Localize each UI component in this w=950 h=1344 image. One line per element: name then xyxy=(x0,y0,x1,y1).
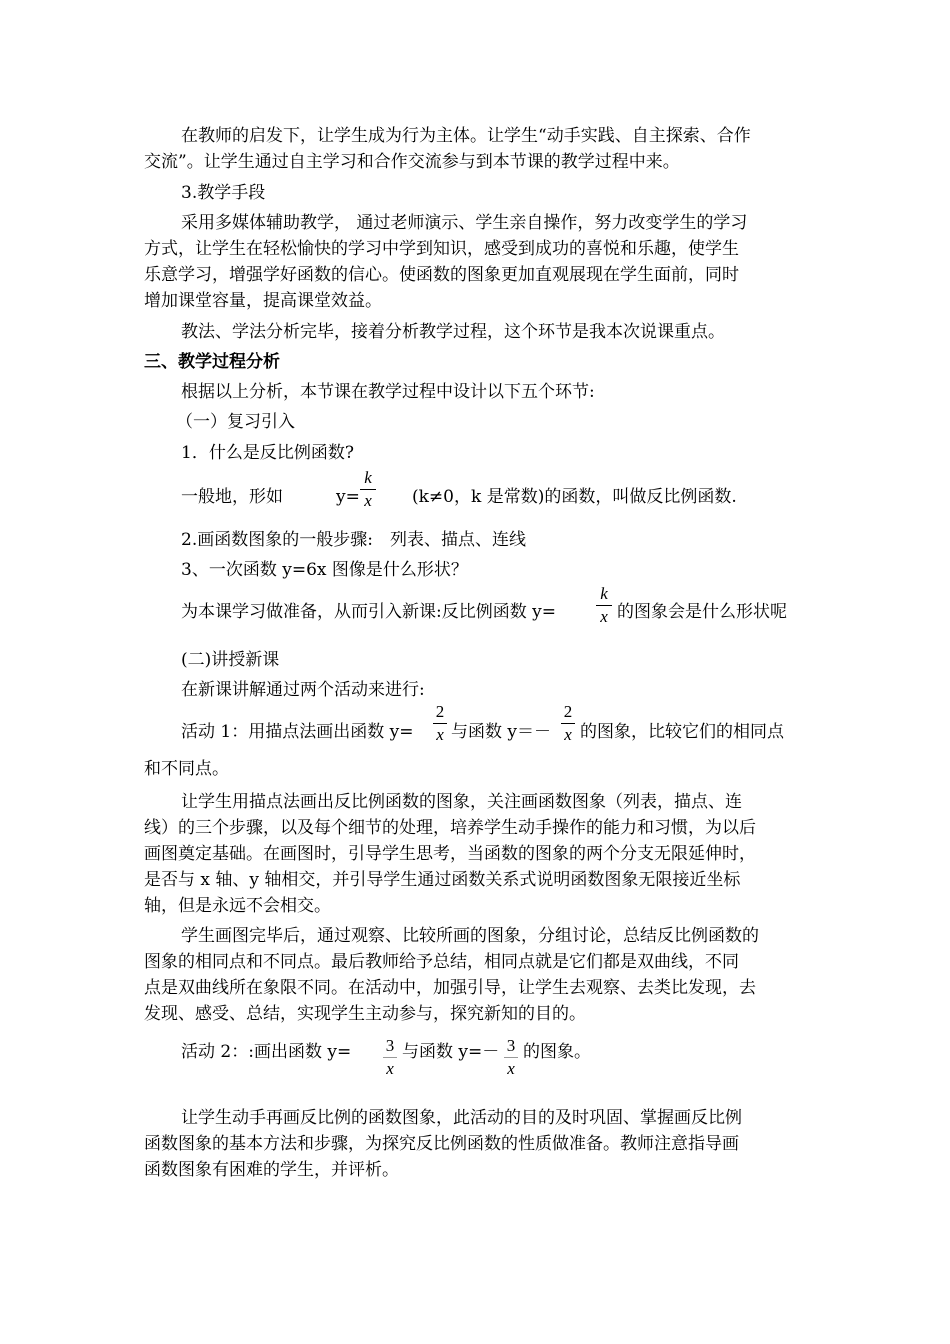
fraction-bar xyxy=(596,605,612,606)
activity-1-text: 活动 1：用描点法画出函数 y= xyxy=(181,722,414,742)
paragraph-line: 在新课讲解通过两个活动来进行: xyxy=(181,680,425,700)
fraction-bar xyxy=(433,723,447,724)
numerator: 3 xyxy=(385,1036,395,1055)
fraction-bar xyxy=(383,1057,397,1058)
paragraph-text: 的图象会是什么形状呢 xyxy=(617,602,787,622)
subsection-title: (二)讲授新课 xyxy=(181,650,280,670)
definition-text: (k≠0，k 是常数)的函数，叫做反比例函数. xyxy=(412,487,737,507)
numerator: 2 xyxy=(563,702,573,721)
formula-y: y= xyxy=(336,487,360,507)
paragraph-line: 增加课堂容量，提高课堂效益。 xyxy=(144,291,382,311)
paragraph-line: 图象的相同点和不同点。最后教师给予总结，相同点就是它们都是双曲线，不同 xyxy=(144,952,739,972)
numerator: 2 xyxy=(435,702,445,721)
question-line: 3、一次函数 y=6x 图像是什么形状？ xyxy=(181,560,468,580)
section-subtitle: 3.教学手段 xyxy=(181,183,266,203)
paragraph-line: 根据以上分析，本节课在教学过程中设计以下五个环节: xyxy=(181,382,595,402)
paragraph-line: 采用多媒体辅助教学， 通过老师演示、学生亲自操作，努力改变学生的学习 xyxy=(181,213,748,233)
paragraph-line: 乐意学习，增强学好函数的信心。使函数的图象更加直观展现在学生面前，同时 xyxy=(144,265,739,285)
fraction-3-over-x xyxy=(504,1036,518,1079)
activity-2-text: 与函数 y=－ xyxy=(402,1042,500,1062)
numerator: k xyxy=(364,468,372,487)
paragraph-line: 教法、学法分析完毕，接着分析教学过程，这个环节是我本次说课重点。 xyxy=(181,322,725,342)
activity-2-text: 的图象。 xyxy=(523,1042,591,1062)
denominator: x xyxy=(436,725,444,744)
paragraph-line: 让学生用描点法画出反比例函数的图象，关注画函数图象（列表，描点、连 xyxy=(181,792,742,812)
denominator: x xyxy=(600,607,608,626)
paragraph-line: 画图奠定基础。在画图时，引导学生思考，当函数的图象的两个分支无限延伸时， xyxy=(144,844,756,864)
question-line: 1．什么是反比例函数? xyxy=(181,443,354,463)
fraction-k-over-x xyxy=(596,584,612,627)
denominator: x xyxy=(564,725,572,744)
activity-1-text: 和不同点。 xyxy=(144,759,229,779)
paragraph-line: 线）的三个步骤，以及每个细节的处理，培养学生动手操作的能力和习惯，为以后 xyxy=(144,818,756,838)
fraction-bar xyxy=(360,489,376,490)
activity-1-text: 的图象，比较它们的相同点 xyxy=(580,722,784,742)
paragraph-line: 2.画函数图象的一般步骤: 列表、描点、连线 xyxy=(181,530,526,550)
numerator: k xyxy=(600,584,608,603)
definition-text: 一般地，形如 xyxy=(181,487,283,507)
paragraph-line: 让学生动手再画反比例的函数图象，此活动的目的及时巩固、掌握画反比例 xyxy=(181,1108,742,1128)
subsection-title: （一）复习引入 xyxy=(176,412,295,432)
paragraph-line: 点是双曲线所在象限不同。在活动中，加强引导，让学生去观察、去类比发现，去 xyxy=(144,978,756,998)
paragraph-line: 函数图象的基本方法和步骤，为探究反比例函数的性质做准备。教师注意指导画 xyxy=(144,1134,739,1154)
paragraph-line: 函数图象有困难的学生，并评析。 xyxy=(144,1160,399,1180)
fraction-bar xyxy=(504,1057,518,1058)
activity-2-text: 活动 2：:画出函数 y= xyxy=(181,1042,352,1062)
fraction-3-over-x xyxy=(383,1036,397,1079)
section-heading: 三、教学过程分析 xyxy=(144,352,280,372)
fraction-2-over-x xyxy=(561,702,575,745)
activity-1-text: 与函数 y＝－ xyxy=(451,722,552,742)
numerator: 3 xyxy=(506,1036,516,1055)
denominator: x xyxy=(364,491,372,510)
paragraph-line: 发现、感受、总结，实现学生主动参与，探究新知的目的。 xyxy=(144,1004,586,1024)
paragraph-line: 方式，让学生在轻松愉快的学习中学到知识，感受到成功的喜悦和乐趣，使学生 xyxy=(144,239,739,259)
paragraph-line: 学生画图完毕后，通过观察、比较所画的图象，分组讨论，总结反比例函数的 xyxy=(181,926,759,946)
fraction-2-over-x xyxy=(433,702,447,745)
paragraph-line: 交流”。让学生通过自主学习和合作交流参与到本节课的教学过程中来。 xyxy=(144,152,680,172)
denominator: x xyxy=(507,1059,515,1078)
denominator: x xyxy=(386,1059,394,1078)
paragraph-line: 在教师的启发下，让学生成为行为主体。让学生“动手实践、自主探索、合作 xyxy=(181,126,751,146)
paragraph-text: 为本课学习做准备，从而引入新课:反比例函数 y= xyxy=(181,602,556,622)
fraction-bar xyxy=(561,723,575,724)
paragraph-line: 是否与 x 轴、y 轴相交，并引导学生通过函数关系式说明函数图象无限接近坐标 xyxy=(144,870,741,890)
fraction-k-over-x xyxy=(360,468,376,511)
paragraph-line: 轴，但是永远不会相交。 xyxy=(144,896,331,916)
